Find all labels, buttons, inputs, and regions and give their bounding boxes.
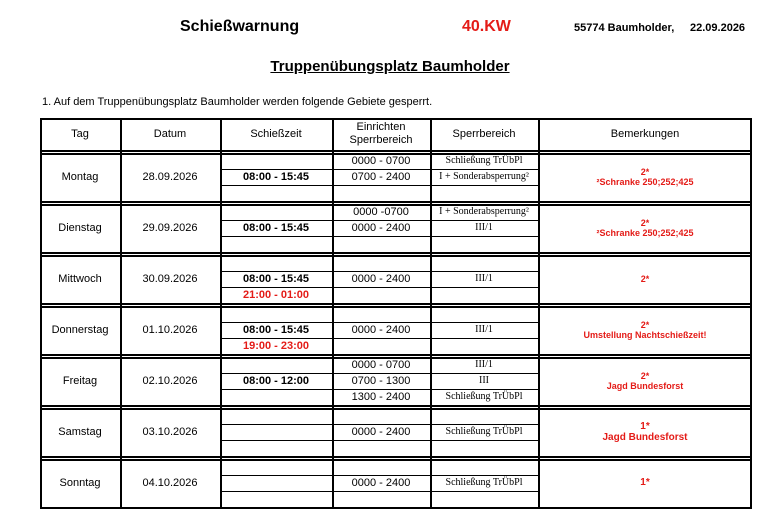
column-header: Bemerkungen [610,127,680,140]
column-header: Tag [71,127,89,140]
shooting-time: 21:00 - 01:00 [242,288,310,301]
setup-time [332,306,430,322]
group-rule [40,303,752,305]
remark-line: Jagd Bundesforst [602,432,688,443]
remark-line: Jagd Bundesforst [606,381,684,391]
setup-time: 1300 - 2400 [351,390,411,403]
remark-line: 2* [640,370,650,381]
table-border-top [40,118,752,120]
day-name: Mittwoch [58,272,102,285]
column-rule [120,118,122,509]
setup-time: 0000 - 0700 [351,358,411,371]
column-rule [538,118,540,509]
day-name: Montag [61,170,99,183]
remarks [538,459,752,507]
day-name: Dienstag [58,221,102,234]
document-title: Truppenübungsplatz Baumholder [270,58,510,75]
restricted-area [430,408,538,424]
schedule-table [40,118,752,490]
column-header: Sperrbereich [452,127,516,140]
group-rule [40,354,752,356]
shooting-time [220,440,332,456]
remark-line: 2* [640,166,650,177]
restricted-area [430,491,538,507]
setup-time [332,338,430,354]
setup-time: 0000 - 2400 [351,272,411,285]
setup-time [332,185,430,201]
setup-time [332,236,430,252]
remark-line: 2* [640,273,650,284]
group-rule [40,201,752,203]
column-rule [332,118,334,509]
shooting-time [220,255,332,271]
setup-time: 0700 - 2400 [351,170,411,183]
setup-time [332,491,430,507]
remark-line: 2* [640,217,650,228]
restricted-area [430,236,538,252]
setup-time: 0000 - 2400 [351,476,411,489]
day-date: 30.09.2026 [142,272,198,285]
calendar-week: 40.KW [462,18,511,35]
warning-title: Schießwarnung [180,18,300,35]
location: 55774 Baumholder, [574,22,675,34]
setup-time [332,287,430,303]
setup-time: 0000 - 2400 [351,221,411,234]
restricted-area [430,440,538,456]
shooting-time: 08:00 - 15:45 [242,272,310,285]
day-name: Sonntag [59,476,101,489]
remark-line: ²Schranke 250;252;425 [596,228,694,238]
restricted-area [430,306,538,322]
remarks [538,255,752,303]
remarks [538,153,752,201]
column-header: Datum [153,127,187,140]
setup-time: 0700 - 1300 [351,374,411,387]
shooting-time [220,424,332,440]
shooting-time [220,357,332,373]
restricted-area: I + Sonderabsperrung² [439,206,529,218]
header-rule [40,150,752,152]
restricted-area [430,459,538,475]
restricted-area: III/1 [475,359,493,371]
setup-time [332,459,430,475]
remarks [538,408,752,456]
shooting-time: 08:00 - 15:45 [242,323,310,336]
shooting-time: 08:00 - 12:00 [242,374,310,387]
day-date: 28.09.2026 [142,170,198,183]
column-rule [220,118,222,509]
shooting-time [220,153,332,169]
remark-line: 2* [640,319,650,330]
restricted-area: I + Sonderabsperrung² [439,171,529,183]
shooting-time [220,306,332,322]
group-rule [40,456,752,458]
column-rule [40,118,42,509]
shooting-time [220,185,332,201]
day-date: 29.09.2026 [142,221,198,234]
remarks [538,204,752,252]
restricted-area [430,338,538,354]
setup-time [332,408,430,424]
shooting-time [220,475,332,491]
remarks [538,357,752,405]
restricted-area: III/1 [475,273,493,285]
column-rule [430,118,432,509]
group-rule [40,252,752,254]
group-rule [40,405,752,407]
remark-line: 1* [640,420,650,432]
remark-line: Umstellung Nachtschießzeit! [583,330,707,340]
setup-time: 0000 - 2400 [351,323,411,336]
shooting-time [220,491,332,507]
day-date: 03.10.2026 [142,425,198,438]
shooting-time: 19:00 - 23:00 [242,339,310,352]
setup-time: 0000 - 2400 [351,425,411,438]
restricted-area: Schließung TrÜbPl [445,391,523,403]
restricted-area: III/1 [475,222,493,234]
shooting-time [220,408,332,424]
remark-line: 1* [640,477,650,489]
restricted-area [430,185,538,201]
setup-time [332,440,430,456]
column-header: Schießzeit [250,127,302,140]
day-name: Donnerstag [51,323,109,336]
shooting-time [220,204,332,220]
day-name: Samstag [58,425,102,438]
restricted-area: Schließung TrÜbPl [445,426,523,438]
shooting-time: 08:00 - 15:45 [242,221,310,234]
column-rule [750,118,752,509]
issue-date: 22.09.2026 [690,22,746,34]
shooting-time [220,389,332,405]
day-date: 04.10.2026 [142,476,198,489]
remarks [538,306,752,354]
remark-line: ²Schranke 250;252;425 [596,177,694,187]
restricted-area [430,287,538,303]
restricted-area: Schließung TrÜbPl [445,477,523,489]
restricted-area: Schließung TrÜbPl [445,155,523,167]
setup-time: 0000 - 0700 [351,154,411,167]
column-header: Einrichten Sperrbereich [349,121,413,146]
day-date: 01.10.2026 [142,323,198,336]
day-date: 02.10.2026 [142,374,198,387]
restricted-area: III [479,375,489,387]
restricted-area: III/1 [475,324,493,336]
setup-time: 0000 -0700 [353,205,409,218]
day-name: Freitag [62,374,98,387]
shooting-time: 08:00 - 15:45 [242,170,310,183]
intro-text: 1. Auf dem Truppenübungsplatz Baumholder werden folgende Gebiete gesperrt. [42,96,433,108]
restricted-area [430,255,538,271]
shooting-time [220,236,332,252]
shooting-time [220,459,332,475]
setup-time [332,255,430,271]
